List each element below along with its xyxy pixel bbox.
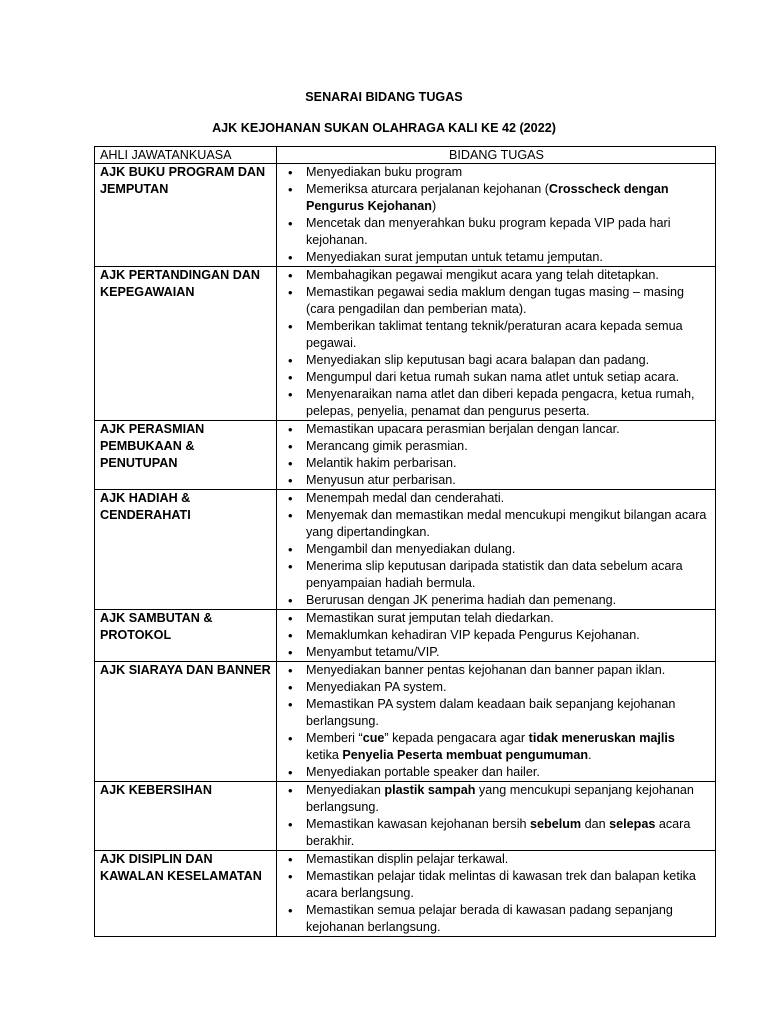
committee-cell bbox=[95, 164, 277, 267]
document-title: SENARAI BIDANG TUGAS bbox=[305, 90, 463, 104]
duty-item bbox=[306, 868, 711, 902]
duties-cell bbox=[277, 851, 716, 937]
duty-text: Menyediakan portable speaker dan hailer. bbox=[306, 765, 540, 779]
duty-text: Mencetak dan menyerahkan buku program kepada VIP pada hari kejohanan. bbox=[306, 216, 671, 247]
duty-text: Menyemak dan memastikan medal mencukupi mengikut bilangan acara yang dipertandingkan. bbox=[306, 508, 707, 539]
duty-item bbox=[306, 816, 711, 850]
duty-item bbox=[306, 627, 711, 644]
duty-item bbox=[306, 782, 711, 816]
duty-item bbox=[306, 284, 711, 318]
duties-cell bbox=[277, 164, 716, 267]
duty-text: Memaklumkan kehadiran VIP kepada Pengurus Kejohanan. bbox=[306, 628, 640, 642]
table-row bbox=[95, 490, 716, 610]
duty-text: Menyediakan banner pentas kejohanan dan banner papan iklan. bbox=[306, 663, 666, 677]
committee-name-line: KAWALAN KESELAMATAN bbox=[100, 869, 262, 883]
duty-text-bold: cue bbox=[362, 731, 385, 745]
table-row bbox=[95, 421, 716, 490]
table-header-row bbox=[95, 147, 716, 164]
duty-text: Mengumpul dari ketua rumah sukan nama atlet untuk setiap acara. bbox=[306, 370, 680, 384]
duty-text: Memastikan pegawai sedia maklum dengan tugas masing – masing (cara pengadilan dan pemberian mata). bbox=[306, 285, 685, 316]
table-body bbox=[95, 164, 716, 937]
committee-name-line: AJK BUKU PROGRAM DAN bbox=[100, 165, 266, 179]
duty-item bbox=[306, 490, 711, 507]
header-duties: BIDANG TUGAS bbox=[277, 147, 716, 164]
duty-item bbox=[306, 472, 711, 489]
duty-text: Merancang gimik perasmian. bbox=[306, 439, 468, 453]
duties-cell bbox=[277, 421, 716, 490]
duty-item bbox=[306, 455, 711, 472]
duty-text: Menempah medal dan cenderahati. bbox=[306, 491, 505, 505]
committee-name-line: PROTOKOL bbox=[100, 628, 172, 642]
duty-item bbox=[306, 610, 711, 627]
duty-text: Menyediakan slip keputusan bagi acara balapan dan padang. bbox=[306, 353, 650, 367]
duty-text: Menyediakan surat jemputan untuk tetamu jemputan. bbox=[306, 250, 603, 264]
duty-text: Menyediakan PA system. bbox=[306, 680, 447, 694]
committee-name-line: AJK HADIAH & bbox=[100, 491, 191, 505]
duty-item bbox=[306, 851, 711, 868]
duty-item bbox=[306, 249, 711, 266]
duty-text: ketika bbox=[306, 748, 343, 762]
duty-item bbox=[306, 318, 711, 352]
duty-item bbox=[306, 679, 711, 696]
committee-name-line: AJK PERASMIAN bbox=[100, 422, 205, 436]
duties-list bbox=[282, 490, 711, 609]
duty-text: ” kepada pengacara agar bbox=[384, 731, 529, 745]
table-row bbox=[95, 164, 716, 267]
duty-text: Memastikan kawasan kejohanan bersih bbox=[306, 817, 531, 831]
committee-name-line: PENUTUPAN bbox=[100, 456, 178, 470]
duties-list bbox=[282, 782, 711, 850]
duty-text: ) bbox=[431, 199, 437, 213]
duty-item bbox=[306, 438, 711, 455]
duties-table bbox=[94, 146, 716, 937]
committee-cell bbox=[95, 490, 277, 610]
duty-text-bold: Penyelia Peserta membuat pengumuman bbox=[342, 748, 589, 762]
committee-cell bbox=[95, 851, 277, 937]
table-row bbox=[95, 662, 716, 782]
duties-cell bbox=[277, 662, 716, 782]
header-committee: AHLI JAWATANKUASA bbox=[95, 147, 277, 164]
committee-cell bbox=[95, 421, 277, 490]
committee-name-line: AJK PERTANDINGAN DAN bbox=[100, 268, 260, 282]
duty-text: dan bbox=[581, 817, 610, 831]
duty-item bbox=[306, 902, 711, 936]
duty-item bbox=[306, 662, 711, 679]
duty-text-bold: tidak meneruskan majlis bbox=[528, 731, 675, 745]
duty-item bbox=[306, 507, 711, 541]
duty-text: Memastikan surat jemputan telah diedarkan. bbox=[306, 611, 554, 625]
duty-text-bold: selepas bbox=[609, 817, 656, 831]
duty-text-bold: sebelum bbox=[530, 817, 582, 831]
duty-item bbox=[306, 369, 711, 386]
duty-item bbox=[306, 541, 711, 558]
table-row bbox=[95, 851, 716, 937]
committee-cell bbox=[95, 610, 277, 662]
committee-name-line: AJK SAMBUTAN & bbox=[100, 611, 213, 625]
duty-item bbox=[306, 730, 711, 764]
duty-text: Memastikan pelajar tidak melintas di kawasan trek dan balapan ketika acara berlangsung. bbox=[306, 869, 696, 900]
duty-item bbox=[306, 181, 711, 215]
duty-text: Melantik hakim perbarisan. bbox=[306, 456, 457, 470]
duty-text: Menerima slip keputusan daripada statistik dan data sebelum acara penyampaian hadiah bermula. bbox=[306, 559, 683, 590]
duty-text: Menyediakan buku program bbox=[306, 165, 463, 179]
committee-name-line: KEPEGAWAIAN bbox=[100, 285, 195, 299]
duty-item bbox=[306, 592, 711, 609]
duty-text: Membahagikan pegawai mengikut acara yang telah ditetapkan. bbox=[306, 268, 659, 282]
duty-text-bold: Crosscheck dengan Pengurus Kejohanan bbox=[306, 182, 669, 213]
duty-item bbox=[306, 164, 711, 181]
duty-text: Memeriksa aturcara perjalanan kejohanan ( bbox=[306, 182, 549, 196]
duty-text: acara berakhir. bbox=[306, 817, 691, 848]
duties-list bbox=[282, 662, 711, 781]
duty-item bbox=[306, 352, 711, 369]
committee-cell bbox=[95, 782, 277, 851]
committee-cell bbox=[95, 267, 277, 421]
duties-list bbox=[282, 610, 711, 661]
table-row bbox=[95, 610, 716, 662]
committee-name-line: AJK KEBERSIHAN bbox=[100, 783, 212, 797]
table-row bbox=[95, 267, 716, 421]
duties-cell bbox=[277, 610, 716, 662]
duty-item bbox=[306, 696, 711, 730]
duty-item bbox=[306, 644, 711, 661]
duties-list bbox=[282, 267, 711, 420]
duty-text: Memberi “ bbox=[306, 731, 363, 745]
duty-item bbox=[306, 764, 711, 781]
duty-item bbox=[306, 267, 711, 284]
duty-item bbox=[306, 215, 711, 249]
duty-text: Berurusan dengan JK penerima hadiah dan pemenang. bbox=[306, 593, 617, 607]
committee-name-line: AJK DISIPLIN DAN bbox=[100, 852, 213, 866]
duty-item bbox=[306, 386, 711, 420]
duty-item bbox=[306, 421, 711, 438]
duty-text: Memastikan semua pelajar berada di kawasan padang sepanjang kejohanan berlangsung. bbox=[306, 903, 673, 934]
document-subtitle: AJK KEJOHANAN SUKAN OLAHRAGA KALI KE 42 (2022) bbox=[212, 121, 556, 135]
duty-text-bold: plastik sampah bbox=[384, 783, 476, 797]
committee-cell bbox=[95, 662, 277, 782]
duty-text: Menyenaraikan nama atlet dan diberi kepada pengacra, ketua rumah, pelepas, penyelia, penamat dan pengurus peserta. bbox=[306, 387, 695, 418]
committee-name-line: CENDERAHATI bbox=[100, 508, 191, 522]
duties-list bbox=[282, 421, 711, 489]
duty-text: Memastikan PA system dalam keadaan baik sepanjang kejohanan berlangsung. bbox=[306, 697, 676, 728]
duty-text: Menyediakan bbox=[306, 783, 385, 797]
duty-item bbox=[306, 558, 711, 592]
duties-list bbox=[282, 851, 711, 936]
duties-cell bbox=[277, 267, 716, 421]
duty-text: Menyambut tetamu/VIP. bbox=[306, 645, 440, 659]
duty-text: . bbox=[588, 748, 592, 762]
committee-name-line: JEMPUTAN bbox=[100, 182, 169, 196]
duty-text: Menyusun atur perbarisan. bbox=[306, 473, 456, 487]
duty-text: yang mencukupi sepanjang kejohanan berlangsung. bbox=[306, 783, 694, 814]
duties-cell bbox=[277, 490, 716, 610]
table-row bbox=[95, 782, 716, 851]
duty-text: Mengambil dan menyediakan dulang. bbox=[306, 542, 516, 556]
duties-list bbox=[282, 164, 711, 266]
committee-name-line: AJK SIARAYA DAN BANNER bbox=[100, 663, 271, 677]
duties-cell bbox=[277, 782, 716, 851]
duty-text: Memastikan displin pelajar terkawal. bbox=[306, 852, 509, 866]
committee-name-line: PEMBUKAAN & bbox=[100, 439, 195, 453]
duty-text: Memastikan upacara perasmian berjalan dengan lancar. bbox=[306, 422, 620, 436]
duty-text: Memberikan taklimat tentang teknik/peraturan acara kepada semua pegawai. bbox=[306, 319, 683, 350]
